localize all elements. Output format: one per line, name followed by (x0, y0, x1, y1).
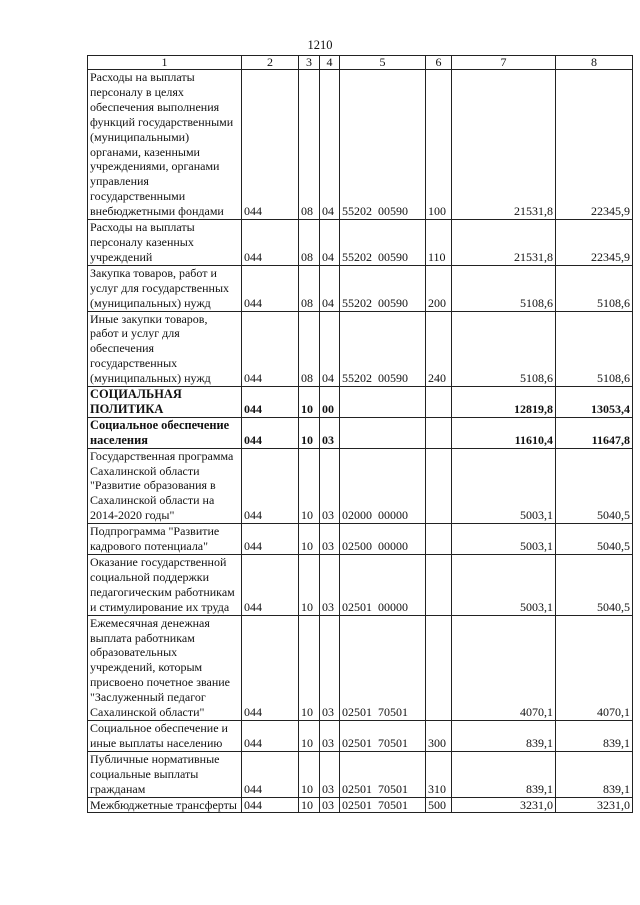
expense-type-cell (426, 387, 452, 418)
target-article-cell: 55202 00590 (340, 311, 426, 387)
row-name-cell: Расходы на выплаты персоналу казенных учреждений (88, 220, 242, 266)
amount-col8-cell: 22345,9 (556, 70, 633, 220)
row-name-cell: Иные закупки товаров, работ и услуг для обеспечения государственных (муниципальных) нужд (88, 311, 242, 387)
subsection-code-cell: 00 (320, 387, 340, 418)
row-name-cell: Закупка товаров, работ и услуг для государственных (муниципальных) нужд (88, 265, 242, 311)
amount-col7-cell: 3231,0 (452, 797, 556, 813)
subsection-code-cell: 04 (320, 220, 340, 266)
amount-col7-cell: 21531,8 (452, 220, 556, 266)
amount-col7-cell: 4070,1 (452, 615, 556, 720)
subsection-code-cell: 04 (320, 70, 340, 220)
table-row (88, 615, 633, 720)
expense-type-cell: 240 (426, 311, 452, 387)
row-name-cell: Расходы на выплаты персоналу в целях обеспечения выполнения функций государственными (муниципальными) органами, казенными учреждениями, органами управления государственными внебюджетными фондами (88, 70, 242, 220)
expense-type-cell: 300 (426, 720, 452, 751)
table-row (88, 720, 633, 751)
subsection-code-cell: 03 (320, 797, 340, 813)
expense-type-cell: 100 (426, 70, 452, 220)
target-article-cell: 55202 00590 (340, 265, 426, 311)
header-cell: 4 (320, 56, 340, 70)
ministry-code-cell: 044 (242, 220, 299, 266)
row-name-cell: Подпрограмма "Развитие кадрового потенциала" (88, 524, 242, 555)
table-row (88, 387, 633, 418)
table-row (88, 70, 633, 220)
table-row (88, 220, 633, 266)
amount-col8-cell: 5108,6 (556, 265, 633, 311)
expense-type-cell (426, 615, 452, 720)
amount-col7-cell: 5003,1 (452, 555, 556, 616)
expense-type-cell: 310 (426, 751, 452, 797)
amount-col7-cell: 5003,1 (452, 448, 556, 524)
row-name-cell: Межбюджетные трансферты (88, 797, 242, 813)
target-article-cell: 02501 70501 (340, 720, 426, 751)
ministry-code-cell: 044 (242, 615, 299, 720)
target-article-cell: 55202 00590 (340, 70, 426, 220)
header-cell: 1 (88, 56, 242, 70)
ministry-code-cell: 044 (242, 797, 299, 813)
table-body (88, 70, 633, 813)
amount-col8-cell: 13053,4 (556, 387, 633, 418)
section-code-cell: 10 (299, 387, 320, 418)
target-article-cell: 02501 70501 (340, 751, 426, 797)
ministry-code-cell: 044 (242, 417, 299, 448)
header-cell: 3 (299, 56, 320, 70)
table-row (88, 311, 633, 387)
ministry-code-cell: 044 (242, 387, 299, 418)
subsection-code-cell: 03 (320, 555, 340, 616)
section-code-cell: 08 (299, 220, 320, 266)
target-article-cell: 02501 70501 (340, 797, 426, 813)
table-row (88, 417, 633, 448)
header-cell: 8 (556, 56, 633, 70)
target-article-cell (340, 417, 426, 448)
subsection-code-cell: 03 (320, 751, 340, 797)
row-name-cell: СОЦИАЛЬНАЯ ПОЛИТИКА (88, 387, 242, 418)
row-name-cell: Публичные нормативные социальные выплаты гражданам (88, 751, 242, 797)
amount-col8-cell: 11647,8 (556, 417, 633, 448)
amount-col7-cell: 11610,4 (452, 417, 556, 448)
section-code-cell: 08 (299, 311, 320, 387)
ministry-code-cell: 044 (242, 70, 299, 220)
ministry-code-cell: 044 (242, 265, 299, 311)
row-name-cell: Социальное обеспечение и иные выплаты населению (88, 720, 242, 751)
expense-type-cell (426, 417, 452, 448)
amount-col8-cell: 839,1 (556, 751, 633, 797)
target-article-cell: 55202 00590 (340, 220, 426, 266)
amount-col7-cell: 12819,8 (452, 387, 556, 418)
amount-col8-cell: 3231,0 (556, 797, 633, 813)
ministry-code-cell: 044 (242, 555, 299, 616)
subsection-code-cell: 03 (320, 615, 340, 720)
expense-type-cell: 200 (426, 265, 452, 311)
amount-col7-cell: 21531,8 (452, 70, 556, 220)
section-code-cell: 08 (299, 265, 320, 311)
ministry-code-cell: 044 (242, 751, 299, 797)
header-cell: 7 (452, 56, 556, 70)
amount-col7-cell: 839,1 (452, 720, 556, 751)
expense-type-cell: 110 (426, 220, 452, 266)
header-cell: 5 (340, 56, 426, 70)
section-code-cell: 10 (299, 720, 320, 751)
amount-col8-cell: 5040,5 (556, 555, 633, 616)
subsection-code-cell: 04 (320, 265, 340, 311)
section-code-cell: 10 (299, 555, 320, 616)
subsection-code-cell: 03 (320, 448, 340, 524)
header-cell: 2 (242, 56, 299, 70)
amount-col8-cell: 5108,6 (556, 311, 633, 387)
section-code-cell: 10 (299, 448, 320, 524)
expense-type-cell: 500 (426, 797, 452, 813)
page-number: 1210 (307, 38, 333, 52)
section-code-cell: 10 (299, 524, 320, 555)
amount-col7-cell: 5108,6 (452, 311, 556, 387)
subsection-code-cell: 03 (320, 417, 340, 448)
header-cell: 6 (426, 56, 452, 70)
table-row (88, 751, 633, 797)
subsection-code-cell: 04 (320, 311, 340, 387)
expense-type-cell (426, 524, 452, 555)
amount-col8-cell: 5040,5 (556, 524, 633, 555)
row-name-cell: Ежемесячная денежная выплата работникам образовательных учреждений, которым присвоено почетное звание "Заслуженный педагог Сахалинской области" (88, 615, 242, 720)
ministry-code-cell: 044 (242, 448, 299, 524)
amount-col8-cell: 839,1 (556, 720, 633, 751)
target-article-cell: 02500 00000 (340, 524, 426, 555)
amount-col8-cell: 22345,9 (556, 220, 633, 266)
subsection-code-cell: 03 (320, 524, 340, 555)
table-header-row (88, 56, 633, 70)
row-name-cell: Социальное обеспечение населения (88, 417, 242, 448)
row-name-cell: Оказание государственной социальной поддержки педагогическим работникам и стимулирование их труда (88, 555, 242, 616)
table-row (88, 524, 633, 555)
target-article-cell: 02000 00000 (340, 448, 426, 524)
section-code-cell: 10 (299, 751, 320, 797)
ministry-code-cell: 044 (242, 720, 299, 751)
amount-col7-cell: 5003,1 (452, 524, 556, 555)
expense-type-cell (426, 448, 452, 524)
target-article-cell: 02501 00000 (340, 555, 426, 616)
table-row (88, 448, 633, 524)
table-row (88, 555, 633, 616)
budget-table (87, 55, 633, 813)
subsection-code-cell: 03 (320, 720, 340, 751)
ministry-code-cell: 044 (242, 524, 299, 555)
row-name-cell: Государственная программа Сахалинской области "Развитие образования в Сахалинской области на 2014-2020 годы" (88, 448, 242, 524)
amount-col7-cell: 839,1 (452, 751, 556, 797)
amount-col8-cell: 4070,1 (556, 615, 633, 720)
section-code-cell: 08 (299, 70, 320, 220)
ministry-code-cell: 044 (242, 311, 299, 387)
table-row (88, 797, 633, 813)
section-code-cell: 10 (299, 417, 320, 448)
expense-type-cell (426, 555, 452, 616)
amount-col8-cell: 5040,5 (556, 448, 633, 524)
section-code-cell: 10 (299, 797, 320, 813)
budget-table-container (87, 55, 633, 813)
target-article-cell (340, 387, 426, 418)
target-article-cell: 02501 70501 (340, 615, 426, 720)
table-row (88, 265, 633, 311)
section-code-cell: 10 (299, 615, 320, 720)
amount-col7-cell: 5108,6 (452, 265, 556, 311)
